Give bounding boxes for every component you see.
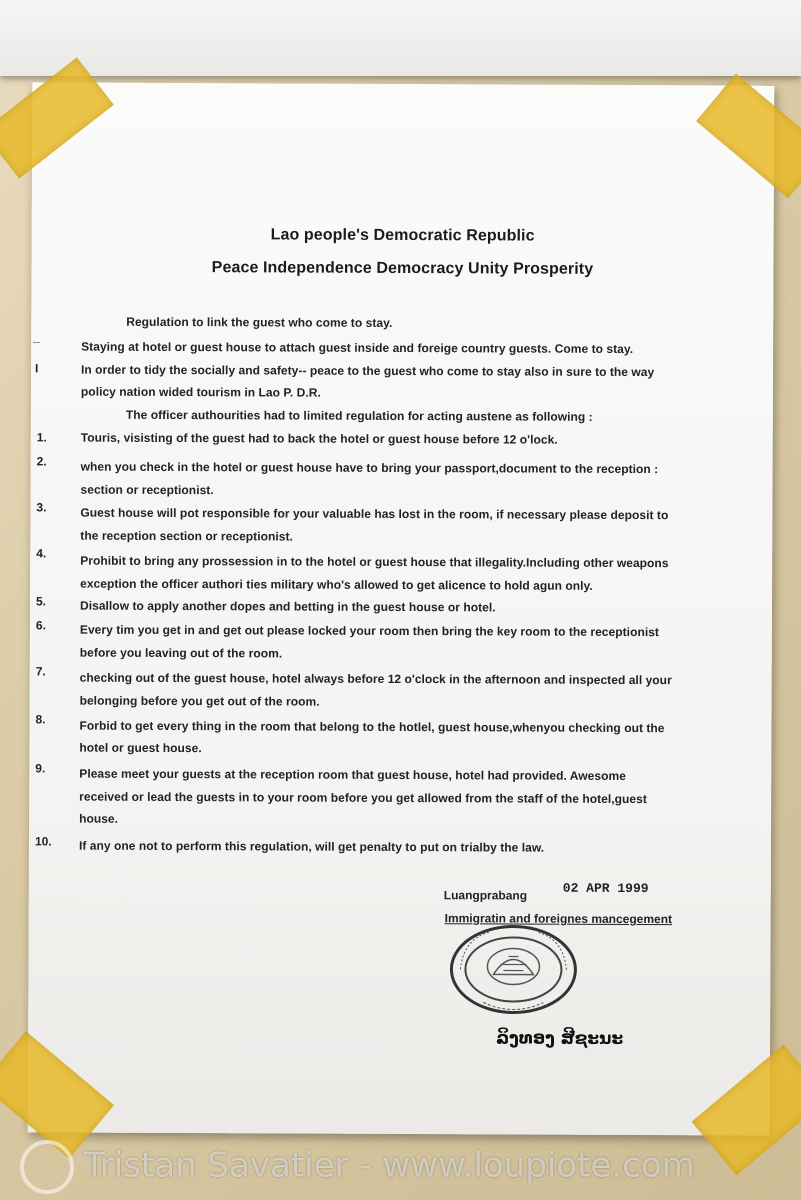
rule-3-line-2: the reception section or receptionist.: [80, 528, 293, 544]
intro-line-4: The officer authourities had to limited regulation for acting austene as following :: [125, 407, 593, 424]
rule-8-line-1: Forbid to get every thing in the room that belong to the hotlel, guest house,whenyou checking out the: [79, 718, 665, 736]
copyright-icon: [20, 1140, 74, 1194]
watermark-text: Tristan Savatier - www.loupiote.com: [84, 1145, 695, 1186]
date-stamp: 02 APR 1999: [562, 880, 649, 897]
rule-number: 3.: [36, 500, 47, 515]
photographer-watermark: [20, 1140, 801, 1194]
rule-2-line-1: when you check in the hotel or guest house have to bring your passport,document to the reception :: [80, 459, 659, 477]
rule-number: 9.: [35, 761, 46, 776]
intro-marker-1: _: [33, 330, 40, 345]
rule-number: 8.: [35, 712, 46, 727]
rule-number: 4.: [36, 546, 47, 561]
official-seal-icon: [448, 924, 578, 1015]
intro-line-1: Regulation to link the guest who come to stay.: [126, 314, 393, 330]
country-name-heading: Lao people's Democratic Republic: [270, 226, 535, 245]
rule-5-line-1: Disallow to apply another dopes and betting in the guest house or hotel.: [79, 598, 496, 615]
rule-7-line-2: belonging before you get out of the room.: [79, 693, 320, 709]
lao-signature: ລິງທອງ ສີຊະນະ: [496, 1028, 624, 1049]
rule-3-line-1: Guest house will pot responsible for your valuable has lost in the room, if necessary please deposit to: [80, 505, 669, 523]
background-paper-sheet: [0, 0, 801, 76]
rule-6-line-2: before you leaving out of the room.: [79, 645, 283, 661]
rule-4-line-2: exception the officer authori ties military who's allowed to get alicence to hold agun only.: [80, 576, 593, 593]
rule-6-line-1: Every tim you get in and get out please locked your room then bring the key room to the receptionist: [79, 622, 660, 640]
rule-9-line-2: received or lead the guests in to your room before you get allowed from the staff of the hotel,guest: [79, 789, 647, 807]
rule-1-line-1: Touris, visisting of the guest had to back the hotel or guest house before 12 o'lock.: [80, 430, 558, 447]
rule-10-line-1: If any one not to perform this regulation, will get penalty to put on trialby the law.: [78, 838, 545, 855]
intro-line-3a: In order to tidy the socially and safety-- peace to the guest who come to stay also in sure to the way: [81, 362, 655, 380]
rule-8-line-2: hotel or guest house.: [79, 740, 202, 756]
rule-2-line-2: section or receptionist.: [80, 482, 214, 498]
rule-7-line-1: checking out of the guest house, hotel always before 12 o'clock in the afternoon and inspected all your: [79, 670, 672, 688]
rule-9-line-3: house.: [79, 811, 119, 826]
rule-number: 6.: [35, 618, 46, 633]
rule-number: 2.: [36, 454, 47, 469]
rule-number: 10.: [34, 834, 52, 849]
regulation-notice-paper: [28, 82, 775, 1135]
intro-line-2: Staying at hotel or guest house to attach guest inside and foreige country guests. Come to stay.: [81, 339, 634, 357]
rule-9-line-1: Please meet your guests at the reception room that guest house, hotel had provided. Awesome: [79, 766, 626, 783]
rule-number: 7.: [35, 664, 46, 679]
rule-4-line-1: Prohibit to bring any prossession in to the hotel or guest house that illegality.Including other weapons: [80, 553, 669, 571]
intro-marker-2: I: [35, 361, 39, 376]
intro-line-3b: policy nation wided tourism in Lao P. D.R.: [80, 384, 321, 400]
department-name: Immigratin and foreignes mancegement: [444, 911, 673, 927]
national-motto-heading: Peace Independence Democracy Unity Prosperity: [211, 259, 594, 278]
place-name: Luangprabang: [443, 888, 528, 903]
rule-number: 1.: [36, 430, 47, 445]
rule-number: 5.: [35, 594, 47, 609]
